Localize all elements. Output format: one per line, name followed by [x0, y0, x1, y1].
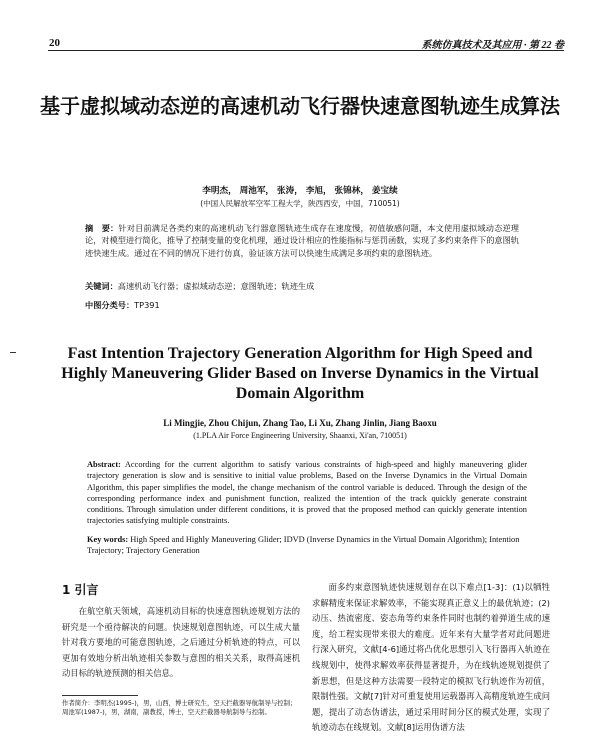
intro-paragraph-right: 面多约束意图轨迹快速规划存在以下难点[1-3]：(1)以牺牲求解精度来保证求解效率，不能实现真正意义上的最优轨迹；(2)动压、热流密度、姿态角等约束条件同时也制约着弹道生成的速度，给工程实现带来很大的难度。近年来有大量学者对此问题进行深入研究，文献[4-6]通过将凸优化思想引入飞行器再入轨迹在线规划中，使得求解效率获得显著提升，为在线轨迹规划提供了新思想，但是这种方法需要一段特定的模拟飞行轨迹作为初值，限制性强。文献[7]针对可重复使用运载器再入高精度轨迹生成问题，提出了动态伪谱法，通过采用时间分区的模式处理，实现了轨迹动态在线规划。文献[8]运用伪谱方法 [312, 582, 550, 733]
keywords-english-text: High Speed and Highly Maneuvering Glider; IDVD (Inverse Dynamics in the Virtual Domain Algorithm); Intention Trajectory; Trajectory Generation [87, 535, 520, 556]
margin-mark [10, 352, 16, 353]
header-rule [48, 50, 564, 51]
body-right-column [312, 580, 550, 736]
affiliation-chinese: (中国人民解放军空军工程大学，陕西西安，中国，710051) [200, 199, 400, 208]
affiliation-english: (1.PLA Air Force Engineering University, Shaanxi, Xi'an, 710051) [193, 431, 407, 440]
page-number: 20 [49, 37, 60, 49]
keywords-english-label: Key words: [87, 535, 129, 544]
keywords-chinese-text: 高速机动飞行器；虚拟域动态逆；意图轨迹；轨迹生成 [117, 281, 315, 291]
abstract-english-text: According for the current algorithm to satisfy various constraints of high-speed and highly maneuvering glider trajectory generation is slow and is sensitive to initial value problems, Based on the Inverse Dynamics in the Virtual Domain Algorithm, this paper simplifies the model, the change mechanism of the control variable is deduced. Through the design of the corresponding performance index and punishment function, realized the intention of the track quickly generate constraint conditions. Through simulation under different conditions, it is proved that the proposed method can quickly generate intention trajectories satisfying multiple constraints. [87, 460, 527, 526]
classification-number [85, 300, 160, 311]
keywords-english [87, 534, 527, 557]
footnote-rule [62, 695, 138, 696]
classification-value: TP391 [134, 300, 160, 310]
title-chinese: 基于虚拟域动态逆的高速机动飞行器快速意图轨迹生成算法 [40, 94, 560, 118]
abstract-chinese-text: 针对目前满足各类约束的高速机动飞行器意图轨迹生成存在速度慢，初值敏感问题，本文使用虚拟域动态逆理论，对模型进行简化，推导了控制变量的变化机理，通过设计相应的性能指标与惩罚函数，实现了多约束条件下的意图轨迹快速生成。通过在不同的情况下进行仿真，验证该方法可以快速生成满足多项约束的意图轨迹。 [85, 223, 519, 258]
keywords-chinese [85, 281, 519, 292]
abstract-chinese [85, 222, 519, 259]
abstract-chinese-label: 摘 要： [85, 223, 119, 233]
section-heading-introduction: 1 引言 [62, 583, 99, 597]
abstract-english-label: Abstract: [87, 460, 121, 469]
author-footnote: 作者简介：李明杰(1995-)，男，山西，博士研究生，空天拦截器导航制导与控制；周池军(1987-)，男，湖南，副教授，博士，空天拦截器导航制导与控制。 [62, 699, 297, 717]
intro-paragraph-left: 在航空航天领域，高速机动目标的快速意图轨迹规划方法的研究是一个亟待解决的问题。快速规划意图轨迹，可以生成大量针对我方要地的可能意图轨迹，之后通过分析轨迹的特点，可以更加有效地分析出轨迹相关参数与意图的相关关系，取得高速机动目标的轨迹预测的相关信息。 [62, 606, 300, 679]
body-left-column [62, 604, 300, 682]
authors-chinese: 李明杰， 周池军， 张涛， 李旭， 张锦林， 姜宝续 [202, 186, 398, 196]
title-english: Fast Intention Trajectory Generation Algorithm for High Speed and Highly Maneuvering Glider Based on Inverse Dynamics in the Virtual Domain Algorithm [61, 345, 539, 402]
journal-running-head: 系统仿真技术及其应用 · 第 22 卷 [421, 40, 564, 51]
keywords-chinese-label: 关键词： [85, 281, 118, 291]
classification-label: 中图分类号： [85, 300, 135, 310]
authors-english: Li Mingjie, Zhou Chijun, Zhang Tao, Li Xu, Zhang Jinlin, Jiang Baoxu [163, 418, 437, 428]
abstract-english [87, 459, 527, 527]
